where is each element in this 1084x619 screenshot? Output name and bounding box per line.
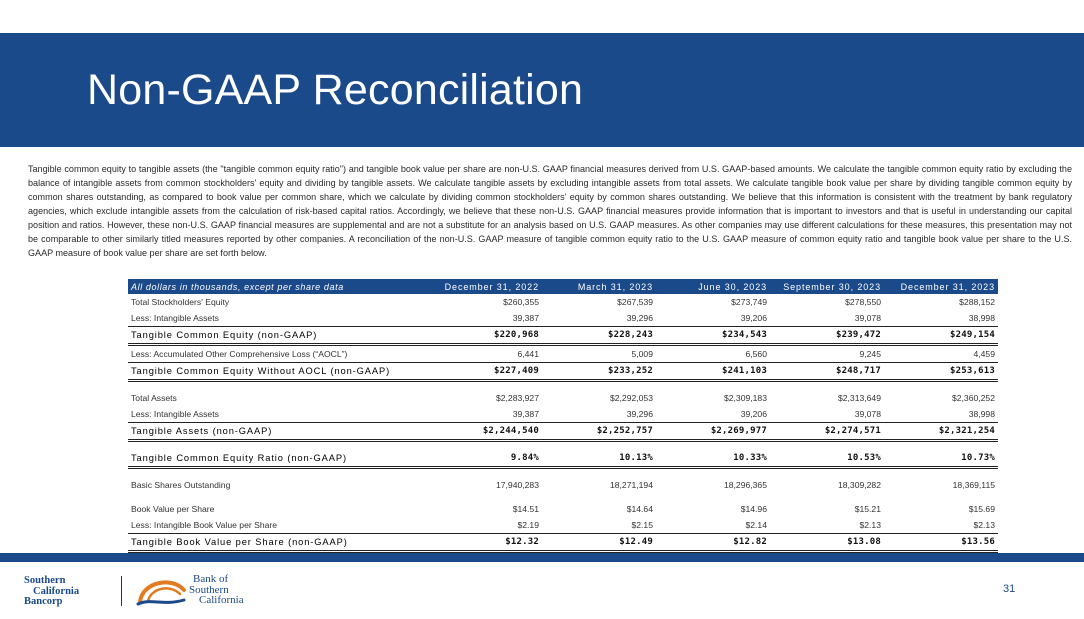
column-header: June 30, 2023: [656, 279, 770, 294]
cell: $12.49: [542, 534, 656, 552]
row-label: Less: Intangible Book Value per Share: [131, 520, 278, 530]
spacer-row: [128, 493, 998, 501]
cell: $2,252,757: [542, 423, 656, 441]
row-label: Total Stockholders' Equity: [131, 297, 230, 307]
column-header: September 30, 2023: [770, 279, 884, 294]
cell: 39,078: [854, 409, 881, 419]
cell: $2.13: [973, 520, 995, 530]
page-number: 31: [1003, 583, 1016, 595]
reconciliation-table: [128, 279, 998, 553]
row-label: Tangible Book Value per Share (non-GAAP): [128, 534, 428, 552]
spacer-row: [128, 381, 998, 391]
table-row-subtotal: [128, 327, 998, 345]
cell: 38,998: [968, 409, 995, 419]
cell: $2,283,927: [495, 393, 539, 403]
row-label: Tangible Assets (non-GAAP): [128, 423, 428, 441]
table-row: [128, 390, 998, 406]
cell: 6,560: [745, 349, 767, 359]
table-row: [128, 345, 998, 363]
logo-left-line-1: Southern: [24, 575, 66, 586]
cell: 10.33%: [656, 450, 770, 468]
cell: $2,292,053: [609, 393, 653, 403]
spacer-row: [128, 468, 998, 478]
table-row-ratio: [128, 450, 998, 468]
cell: 39,296: [626, 409, 653, 419]
row-label: Tangible Common Equity Ratio (non-GAAP): [128, 450, 428, 468]
cell: $14.64: [626, 504, 653, 514]
logo-right-line-2: Southern: [189, 583, 229, 596]
cell: 10.73%: [884, 450, 998, 468]
cell: $2,309,183: [723, 393, 767, 403]
column-header: March 31, 2023: [542, 279, 656, 294]
row-label: Book Value per Share: [131, 504, 215, 514]
logo-left-line-3: Bancorp: [24, 596, 63, 607]
logo-right-line-1: Bank of: [193, 573, 229, 585]
cell: $14.51: [512, 504, 539, 514]
logo-divider: [121, 576, 122, 606]
cell: $2,360,252: [951, 393, 995, 403]
intro-paragraph: Tangible common equity to tangible assets (the "tangible common equity ratio") and tangible book value per share are non-U.S. GAAP financial measures derived from U.S. GAAP-based amounts. We calculate the tangible common equity ratio by excluding the balance of intangible assets from common stockholders' equity and dividing by tangible assets. We calculate tangible assets by excluding intangible assets from total assets. We calculate tangible book value per share by dividing tangible common equity by common shares outstanding, as compared to book value per common share, which we calculate by dividing common stockholders’ equity by common shares outstanding. We believe that this information is consistent with the treatment by bank regulatory agencies, which exclude intangible assets from the calculation of risk-based capital ratios. Accordingly, we believe that these non-U.S. GAAP financial measures provide information that is important to investors and that is useful in understanding our capital position and ratios. However, these non-U.S. GAAP financial measures are supplemental and are not a substitute for an analysis based on U.S. GAAP measures. As other companies may use different calculations for these measures, this presentation may not be comparable to other similarly titled measures reported by other companies. A reconciliation of the non-U.S. GAAP measure of tangible common equity ratio to the U.S. GAAP measure of common equity ratio and tangible book value per share to the U.S. GAAP measure of book value per share are set forth below.: [28, 164, 1072, 258]
cell: 39,206: [740, 409, 767, 419]
cell: $13.08: [770, 534, 884, 552]
cell: $12.32: [428, 534, 542, 552]
logo-right-line-3: California: [199, 594, 244, 606]
logo-left-line-2: California: [33, 585, 80, 597]
cell: $241,103: [656, 363, 770, 381]
table-row: [128, 501, 998, 517]
cell: 10.13%: [542, 450, 656, 468]
cell: $260,355: [503, 297, 539, 307]
cell: $249,154: [884, 327, 998, 345]
cell: 38,998: [968, 313, 995, 323]
table-row: [128, 517, 998, 534]
cell: $278,550: [845, 297, 881, 307]
cell: $13.56: [884, 534, 998, 552]
cell: 18,271,194: [609, 480, 653, 490]
cell: $12.82: [656, 534, 770, 552]
cell: $15.21: [854, 504, 881, 514]
row-label: Tangible Common Equity (non-GAAP): [128, 327, 428, 345]
table-row-subtotal: [128, 363, 998, 381]
cell: $2,269,977: [656, 423, 770, 441]
cell: 18,369,115: [952, 480, 995, 490]
cell: $2.15: [631, 520, 653, 530]
cell: $15.69: [968, 504, 995, 514]
cell: $14.96: [740, 504, 767, 514]
cell: 18,296,365: [723, 480, 767, 490]
cell: 39,206: [740, 313, 767, 323]
cell: 39,387: [512, 409, 539, 419]
footer-band: [0, 553, 1084, 562]
row-label: Less: Intangible Assets: [131, 409, 219, 419]
cell: $239,472: [770, 327, 884, 345]
row-label: Total Assets: [131, 393, 177, 403]
column-header: December 31, 2022: [428, 279, 542, 294]
cell: $273,749: [731, 297, 767, 307]
cell: $267,539: [617, 297, 653, 307]
table-header-label: All dollars in thousands, except per share data: [128, 279, 428, 294]
cell: 39,387: [512, 313, 539, 323]
bank-of-southern-california-logo: [189, 574, 244, 606]
cell: 39,296: [626, 313, 653, 323]
row-label: Basic Shares Outstanding: [131, 480, 231, 490]
cell: 10.53%: [770, 450, 884, 468]
cell: $220,968: [428, 327, 542, 345]
cell: 18,309,282: [837, 480, 881, 490]
cell: 6,441: [517, 349, 539, 359]
table-row: [128, 310, 998, 327]
cell: 9.84%: [428, 450, 542, 468]
cell: $228,243: [542, 327, 656, 345]
table-row-subtotal: [128, 423, 998, 441]
cell: $2.19: [517, 520, 539, 530]
cell: 5,009: [631, 349, 653, 359]
table-row: [128, 294, 998, 310]
cell: $288,152: [959, 297, 995, 307]
row-label: Less: Accumulated Other Comprehensive Loss (“AOCL”): [131, 349, 348, 359]
page-title: Non-GAAP Reconciliation: [87, 66, 584, 114]
cell: $227,409: [428, 363, 542, 381]
cell: $2,244,540: [428, 423, 542, 441]
spacer-row: [128, 441, 998, 451]
table-row-subtotal: [128, 534, 998, 552]
southern-california-bancorp-logo: [24, 576, 79, 608]
cell: $2.14: [745, 520, 767, 530]
cell: 17,940,283: [495, 480, 539, 490]
cell: $2,313,649: [837, 393, 881, 403]
cell: $234,543: [656, 327, 770, 345]
cell: $2.13: [859, 520, 881, 530]
table-row: [128, 406, 998, 423]
bank-swoosh-icon: [134, 574, 188, 608]
row-label: Less: Intangible Assets: [131, 313, 219, 323]
column-header: December 31, 2023: [884, 279, 998, 294]
cell: $233,252: [542, 363, 656, 381]
cell: $253,613: [884, 363, 998, 381]
cell: 39,078: [854, 313, 881, 323]
cell: 4,459: [973, 349, 995, 359]
cell: $2,274,571: [770, 423, 884, 441]
table-header-row: [128, 279, 998, 294]
cell: $2,321,254: [884, 423, 998, 441]
cell: $248,717: [770, 363, 884, 381]
table-row: [128, 477, 998, 493]
row-label: Tangible Common Equity Without AOCL (non-GAAP): [128, 363, 428, 381]
cell: 9,245: [859, 349, 881, 359]
